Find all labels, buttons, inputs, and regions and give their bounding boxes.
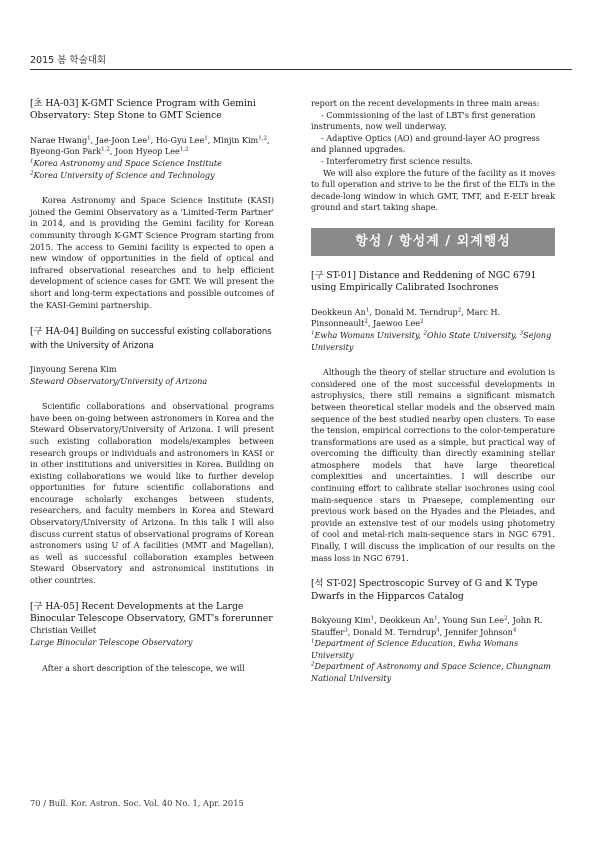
- affiliation-text: Ewha Womans University: [314, 329, 419, 340]
- affiliation-index: 2: [311, 661, 315, 668]
- affiliation-index: 1: [204, 135, 208, 142]
- author-name: Christian Veillet: [30, 625, 97, 636]
- affiliation-text: Department of Science Education, Ewha Womans University: [311, 638, 519, 660]
- page-footer: 70 / Bull. Kor. Astron. Soc. Vol. 40 No. 1, Apr. 2015: [30, 798, 244, 808]
- affiliation-list: [311, 638, 555, 684]
- abstract-body: Although the theory of stellar structure and evolution is considered one of the most successful developments in astrophysics, there still remains a significant mismatch between theoretical stellar models and the observed main sequence of the best studied nearby open clusters. To ease the tension, empirical corrections to the color-temperature transformations are used as a simple, but practical way of overcoming the difficulty than directly examining stellar atmosphere models that have large theoretical complexities and uncertainties. I will describe our continuing effort to calibrate stellar isochrones using cool main-sequence stars in Praesepe, complementing our previous work based on the Hyades and the Pleiades, and provide an extensive test of our models using photometry of cool and metal-rich main-sequence stars in NGC 6791. Finally, I will discuss the implication of our results on the mass loss in NGC 6791.: [311, 367, 555, 563]
- abstract-ha-05: [30, 601, 274, 675]
- affiliation: [311, 661, 555, 684]
- affiliation-index: 2: [30, 169, 34, 176]
- affiliation-text: Korea University of Science and Technology: [33, 169, 215, 180]
- author-name: Young Sun Lee: [442, 615, 504, 626]
- abstract-title: [석 ST-02] Spectroscopic Survey of G and K Type Dwarfs in the Hipparcos Catalog: [311, 578, 538, 602]
- abstract-title: [초 HA-03] K-GMT Science Program with Gemini Observatory: Step Stone to GMT Science: [30, 98, 256, 122]
- abstract-title: [30, 325, 274, 352]
- affiliation-text: Ohio State University: [427, 329, 515, 340]
- affiliation-list: $^1$Ewha Womans University, $^2$Ohio State University, $^3$Sejong University: [311, 329, 552, 352]
- abstract-ha-04: [30, 325, 274, 587]
- abstract-st-02: [311, 578, 555, 684]
- affiliation-index: 4: [436, 626, 440, 633]
- right-column: [311, 98, 555, 699]
- affiliation-index: 1,2: [258, 135, 267, 142]
- abstract-body-continued: report on the recent developments in three main areas:: [311, 98, 540, 108]
- affiliation-index: 1: [311, 638, 315, 645]
- list-item: - Adaptive Optics (AO) and ground-layer AO progress and planned upgrades.: [311, 132, 540, 155]
- abstract-st-01: [311, 270, 555, 564]
- affiliation-index: 1: [365, 307, 370, 314]
- section-banner: 항성 / 항성계 / 외계행성: [311, 228, 555, 256]
- affiliation-index: 1,2: [101, 146, 110, 153]
- author-name: Jaewoo Lee: [373, 318, 421, 329]
- author-name: Minjin Kim: [212, 134, 259, 145]
- affiliation-index: 1: [370, 615, 375, 622]
- header-rule: [30, 69, 572, 70]
- page-header: 2015 봄 학술대회: [30, 55, 107, 66]
- author-name: Donald M. Terndrup: [352, 626, 437, 637]
- affiliation: Steward Observatory/University of Arizona: [30, 375, 208, 386]
- affiliation-index: 1: [30, 158, 34, 165]
- affiliation-index: 2: [364, 318, 368, 325]
- abstract-title: [구 ST-01] Distance and Reddening of NGC 6791 using Empirically Calibrated Isochrones: [311, 269, 537, 294]
- affiliation-index: 3: [344, 626, 348, 633]
- author-name: Joon Hyeop Lee: [115, 146, 180, 157]
- affiliation-index: 2: [504, 615, 508, 622]
- list-item: - Interferometry first science results.: [321, 155, 473, 166]
- affiliation-text: Sejong University: [311, 329, 552, 352]
- left-column: [30, 98, 274, 674]
- affiliation: [30, 158, 274, 170]
- affiliation-index: 1: [434, 615, 438, 622]
- author-name: Deokkeun An: [311, 306, 366, 317]
- affiliation-index: 1: [147, 135, 151, 142]
- author-name: Deokkeun An: [379, 615, 435, 626]
- affiliation: [30, 170, 274, 182]
- abstract-body: Korea Astronomy and Space Science Institute (KASI) joined the Gemini Observatory as a 'Limited-Term Partner' in 2014, and is providing the Gemini facility for Korean community through K-GMT Science Program starting from 2015. The access to Gemini facility is expected to open a new window of opportunities in the field of optical and infrared observational researches and to help efficient development of science cases for GMT. We will present the short and long-term expectations and possible outcomes of the KASI-Gemini partnership.: [30, 195, 274, 310]
- author-list: Narae Hwang$^1$, Jae-Joon Lee$^1$, Ho-Gyu Lee$^1$, Minjin Kim$^{1,2}$, Byeong-Gon Park$^{1,2}$, Joon Hyeop Lee$^{1,2}$: [30, 134, 270, 157]
- author-name: Jinyoung Serena Kim: [30, 363, 117, 374]
- affiliation-text: Department of Astronomy and Space Science, Chungnam National University: [311, 661, 551, 683]
- abstract-body: After a short description of the telescope, we will: [42, 662, 245, 673]
- affiliation-index: 2: [423, 330, 428, 337]
- author-name: Narae Hwang: [30, 134, 88, 145]
- author-list: Deokkeun An$^1$, Donald M. Terndrup$^2$, Marc H. Pinsonneault$^2$, Jaewoo Lee$^2$: [311, 306, 501, 329]
- affiliation: [424, 330, 515, 340]
- affiliation-text: Korea Astronomy and Space Science Institute: [33, 158, 222, 168]
- author-name: Jennifer Johnson: [444, 626, 513, 637]
- abstract-closing: We will also explore the future of the facility as it moves to full operation and strive to be the first of the ELTs in the decade-long window in which GMT, TMT, and E-ELT break ground and start taking shape.: [311, 167, 555, 213]
- abstract-ha-05-continued: [311, 98, 555, 214]
- affiliation-index: 1: [311, 330, 315, 337]
- affiliation: Large Binocular Telescope Observatory: [30, 637, 193, 648]
- author-list: Bokyoung Kim$^1$, Deokkeun An$^1$, Young Sun Lee$^2$, John R. Stauffer$^3$, Donald M. Terndrup$^4$, Jennifer Johnson$^4$: [311, 615, 543, 637]
- author-name: Donald M. Terndrup: [374, 306, 458, 317]
- affiliation: [311, 638, 555, 661]
- author-name: Bokyoung Kim: [311, 615, 371, 626]
- affiliation-index: 4: [512, 626, 517, 633]
- abstract-body: Scientific collaborations and observational programs have been on-going between astronomers in Korea and the Steward Observatory/University of Arizona. I will present such existing collaboration models/examples between research groups or individuals and astronomers in KASI or in other institutions and universities in Korea. Building on existing collaborations we would like to further develop opportunities for future scientific collaborations and encourage scholarly exchanges between students, researchers, and faculty members in Korea and Steward Observatory/University of Arizona. In this talk I will also discuss current status of observational programs of Korean astronomers using U of A facilities (MMT and Magellan), as well as successful collaboration examples between Steward Observatory and astronomical institutions in other countries.: [30, 401, 274, 586]
- author-name: John R. Stauffer: [311, 615, 543, 637]
- affiliation-index: 2: [457, 307, 462, 314]
- author-name: Ho-Gyu Lee: [155, 134, 205, 145]
- author-name: Byeong-Gon Park: [30, 146, 102, 157]
- affiliation-index: 3: [519, 330, 524, 337]
- author-name: Marc H. Pinsonneault: [311, 306, 501, 329]
- list-item: - Commissioning of the last of LBT's first generation instruments, now well underway.: [311, 109, 536, 132]
- affiliation-index: 1: [87, 135, 91, 142]
- affiliation: [311, 330, 418, 340]
- abstract-title: [구 HA-05] Recent Developments at the Large Binocular Telescope Observatory, GMT's forerunner: [30, 600, 273, 625]
- title-code: [구 HA-04]: [30, 326, 82, 338]
- author-name: Jae-Joon Lee: [95, 134, 148, 145]
- affiliation-index: 2: [420, 318, 424, 325]
- affiliation-index: 1,2: [179, 146, 189, 153]
- abstract-ha-03: [30, 98, 274, 311]
- affiliation-list: [30, 158, 274, 181]
- title-text: Building on successful existing collaborations with the University of Arizona: [30, 326, 272, 350]
